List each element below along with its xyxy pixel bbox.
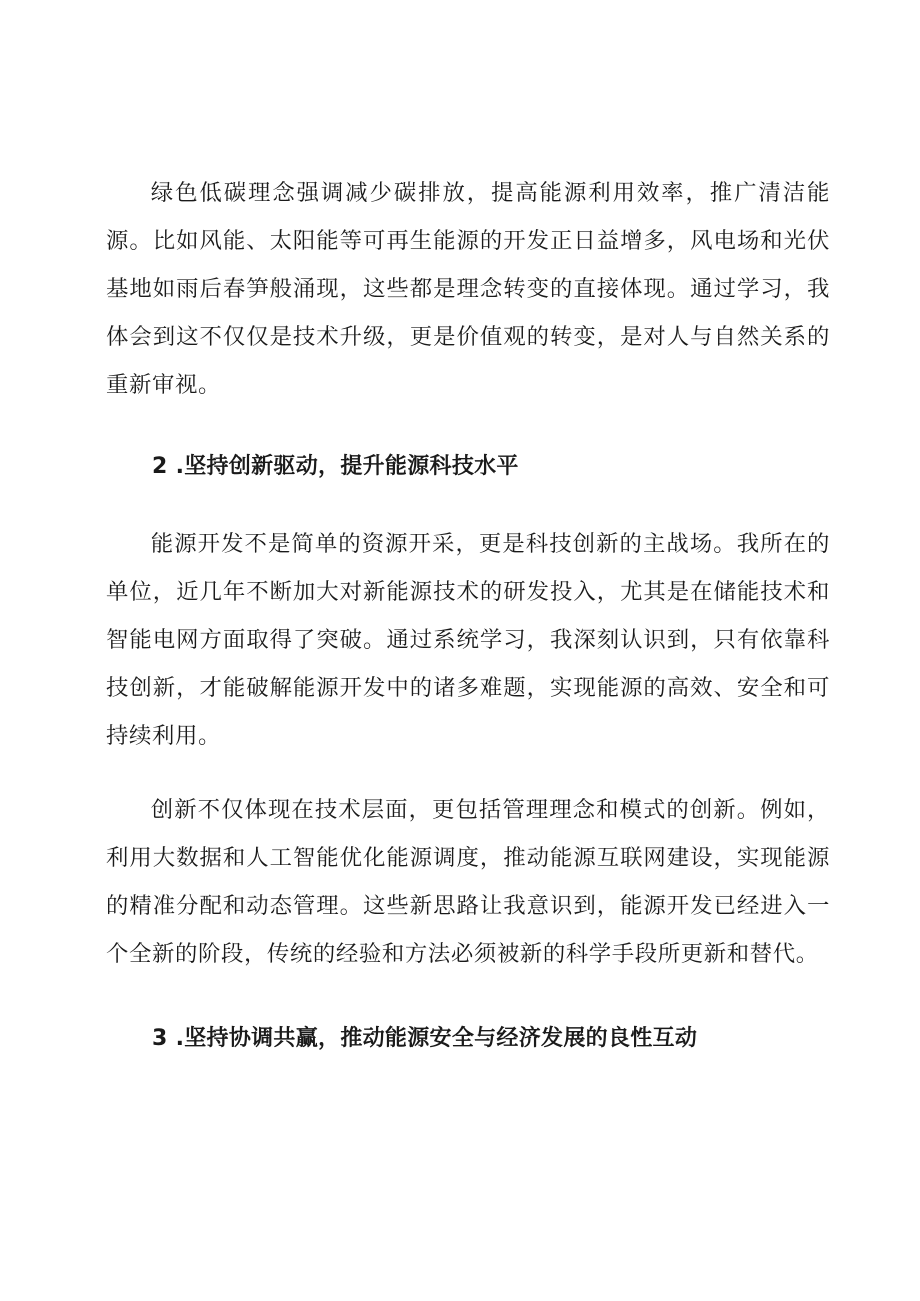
body-paragraph-green-low-carbon: 绿色低碳理念强调减少碳排放，提高能源利用效率，推广清洁能源。比如风能、太阳能等可再生能源的开发正日益增多，风电场和光伏基地如雨后春笋般涌现，这些都是理念转变的直接体现。通过学习，我体会到这不仅仅是技术升级，更是价值观的转变，是对人与自然关系的重新审视。	[106, 180, 830, 398]
body-paragraph-management-innovation: 创新不仅体现在技术层面，更包括管理理念和模式的创新。例如，利用大数据和人工智能优化能源调度，推动能源互联网建设，实现能源的精准分配和动态管理。这些新思路让我意识到，能源开发已经进入一个全新的阶段，传统的经验和方法必须被新的科学手段所更新和替代。	[106, 797, 830, 967]
section-heading-3: 3 .坚持协调共赢，推动能源安全与经济发展的良性互动	[152, 1026, 698, 1051]
section-heading-2: 2 .坚持创新驱动，提升能源科技水平	[152, 454, 519, 479]
body-paragraph-innovation-driven: 能源开发不是简单的资源开采，更是科技创新的主战场。我所在的单位，近几年不断加大对新能源技术的研发投入，尤其是在储能技术和智能电网方面取得了突破。通过系统学习，我深刻认识到，只有依靠科技创新，才能破解能源开发中的诸多难题，实现能源的高效、安全和可持续利用。	[106, 531, 830, 749]
